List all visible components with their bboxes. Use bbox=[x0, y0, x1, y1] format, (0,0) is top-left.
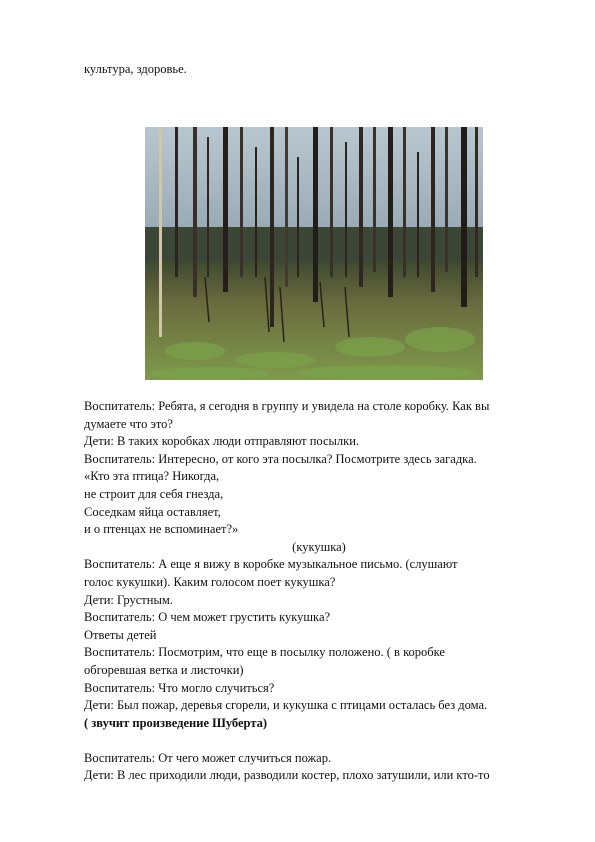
text-line: Воспитатель: От чего может случиться пожар. bbox=[84, 750, 332, 765]
text-line: Дети: В лес приходили люди, разводили костер, плохо затушили, или кто-то bbox=[84, 768, 490, 783]
tree-trunk bbox=[193, 127, 197, 297]
tree-trunk bbox=[330, 127, 333, 277]
text-line: не строит для себя гнезда, bbox=[84, 486, 224, 501]
text-line: и о птенцах не вспоминает?» bbox=[84, 522, 239, 537]
text-line: Соседкам яйца оставляет, bbox=[84, 504, 221, 519]
grass-patch bbox=[295, 365, 475, 380]
text-line: Воспитатель: О чем может грустить кукушка? bbox=[84, 610, 331, 625]
tree-trunk bbox=[175, 127, 178, 277]
tree-trunk bbox=[159, 127, 162, 337]
text-line: Воспитатель: Ребята, я сегодня в группу и увидела на столе коробку. Как вы bbox=[84, 399, 490, 413]
tree-trunk bbox=[223, 127, 228, 292]
tree-trunk bbox=[240, 127, 243, 277]
text-line: Воспитатель: Посмотрим, что еще в посылку положено. ( в коробке bbox=[84, 645, 445, 660]
grass-patch bbox=[165, 342, 225, 360]
tree-trunk bbox=[388, 127, 393, 297]
text-line: Воспитатель: Что могло случиться? bbox=[84, 680, 275, 695]
grass-patch bbox=[235, 352, 315, 368]
text-line: обгоревшая ветка и листочки) bbox=[84, 662, 244, 677]
tree-trunk bbox=[207, 137, 209, 277]
tree-trunk bbox=[255, 147, 257, 277]
text-line: голос кукушки). Каким голосом поет кукушка? bbox=[84, 574, 336, 589]
grass-patch bbox=[335, 337, 405, 357]
text-line: Дети: Грустным. bbox=[84, 592, 173, 607]
tree-trunk bbox=[359, 127, 363, 287]
tree-trunk bbox=[445, 127, 448, 272]
forest-image bbox=[145, 127, 483, 380]
tree-trunk bbox=[270, 127, 274, 327]
tree-trunk bbox=[431, 127, 435, 292]
burnt-forest-photo bbox=[145, 127, 483, 380]
text-line: Воспитатель: А еще я вижу в коробке музыкальное письмо. (слушают bbox=[84, 557, 458, 572]
tree-trunk bbox=[373, 127, 376, 272]
text-line: Воспитатель: Интересно, от кого эта посылка? Посмотрите здесь загадка. bbox=[84, 451, 477, 466]
text-line bbox=[84, 732, 554, 750]
top-line: культура, здоровье. bbox=[84, 62, 187, 76]
text-line: Дети: В таких коробках люди отправляют посылки. bbox=[84, 434, 360, 449]
tree-trunk bbox=[285, 127, 288, 287]
grass-patch bbox=[150, 367, 270, 380]
text-line: «Кто эта птица? Никогда, bbox=[84, 469, 220, 484]
grass-patch bbox=[405, 327, 475, 352]
text-line: думаете что это? bbox=[84, 416, 173, 431]
tree-trunk bbox=[417, 152, 419, 277]
tree-trunk bbox=[475, 127, 478, 277]
tree-trunk bbox=[461, 127, 467, 307]
text-line: (кукушка) bbox=[292, 539, 346, 554]
tree-trunk bbox=[403, 127, 406, 277]
text-line: Дети: Был пожар, деревья сгорели, и кукушка с птицами осталась без дома. bbox=[84, 698, 488, 713]
tree-trunk bbox=[313, 127, 318, 302]
dialogue-text bbox=[84, 398, 554, 785]
tree-trunk bbox=[345, 142, 347, 277]
text-line: Ответы детей bbox=[84, 627, 157, 642]
tree-trunk bbox=[297, 157, 299, 277]
text-line: ( звучит произведение Шуберта) bbox=[84, 715, 268, 730]
